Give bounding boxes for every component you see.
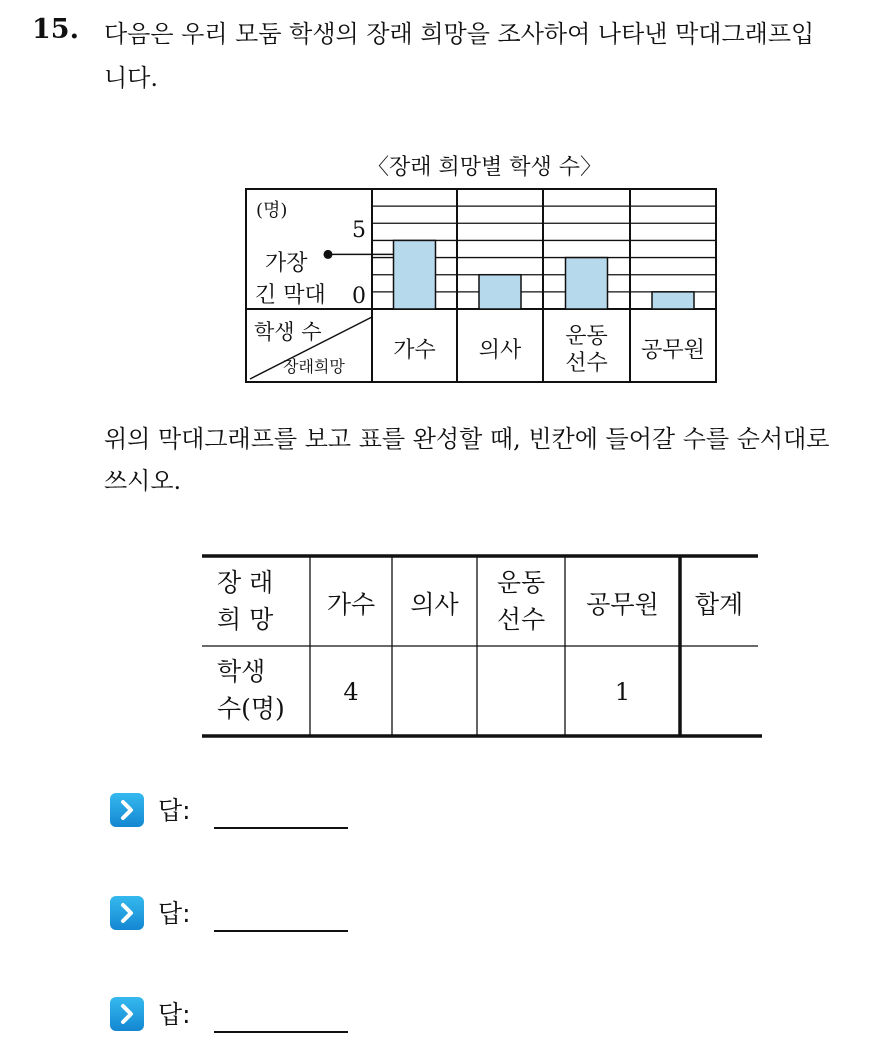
answer-label: 답:: [158, 899, 191, 928]
tick-label: 0: [352, 284, 366, 309]
chevron-right-icon: [110, 997, 144, 1031]
table-header-cell: 장 래: [217, 568, 274, 597]
table-value-cell: 4: [343, 678, 359, 706]
category-label: 가수: [393, 338, 436, 363]
corner-label-top: 학생 수: [254, 320, 322, 344]
annotation-label: 긴 막대: [255, 283, 326, 308]
unit-label: (명): [256, 200, 288, 221]
answer-blank[interactable]: [214, 930, 348, 932]
table-header-cell: 가수: [326, 590, 376, 619]
table-grid: [202, 556, 762, 736]
category-label: 공무원: [641, 338, 705, 363]
table-row-label: 학생: [217, 657, 266, 686]
corner-label-bottom: 장래희망: [283, 357, 345, 376]
table-header-cell: 의사: [410, 590, 459, 619]
annotation-label: 가장: [265, 251, 308, 276]
answer-blank[interactable]: [214, 1031, 348, 1033]
instruction-line2: 쓰시오.: [104, 467, 182, 495]
table-value-cell: 1: [614, 678, 631, 706]
category-label: 의사: [478, 338, 522, 363]
tick-label: 5: [352, 218, 366, 243]
instruction-line1: 위의 막대그래프를 보고 표를 완성할 때, 빈칸에 들어갈 수를 순서대로: [104, 425, 830, 453]
answer-blank[interactable]: [214, 827, 348, 829]
question-text-line1: 다음은 우리 모둠 학생의 장래 희망을 조사하여 나타낸 막대그래프입: [104, 20, 815, 48]
chevron-right-icon: [110, 793, 144, 827]
table-header-cell: 공무원: [586, 590, 659, 619]
question-text-line2: 니다.: [104, 64, 158, 92]
table-header-cell: 희 망: [217, 605, 274, 634]
answer-label: 답:: [158, 1000, 191, 1029]
table-header-cell: 운동: [496, 568, 546, 597]
table-header-cell: 선수: [496, 605, 546, 634]
category-label: 선수: [565, 351, 608, 376]
category-label: 운동: [565, 324, 608, 349]
answer-label: 답:: [158, 796, 191, 825]
chart-title: 〈장래 희망별 학생 수〉: [367, 155, 602, 180]
table-row-label: 수(명): [217, 694, 285, 723]
table-header-cell: 합계: [694, 590, 744, 619]
chevron-right-icon: [110, 896, 144, 930]
question-number: 15.: [32, 14, 79, 45]
